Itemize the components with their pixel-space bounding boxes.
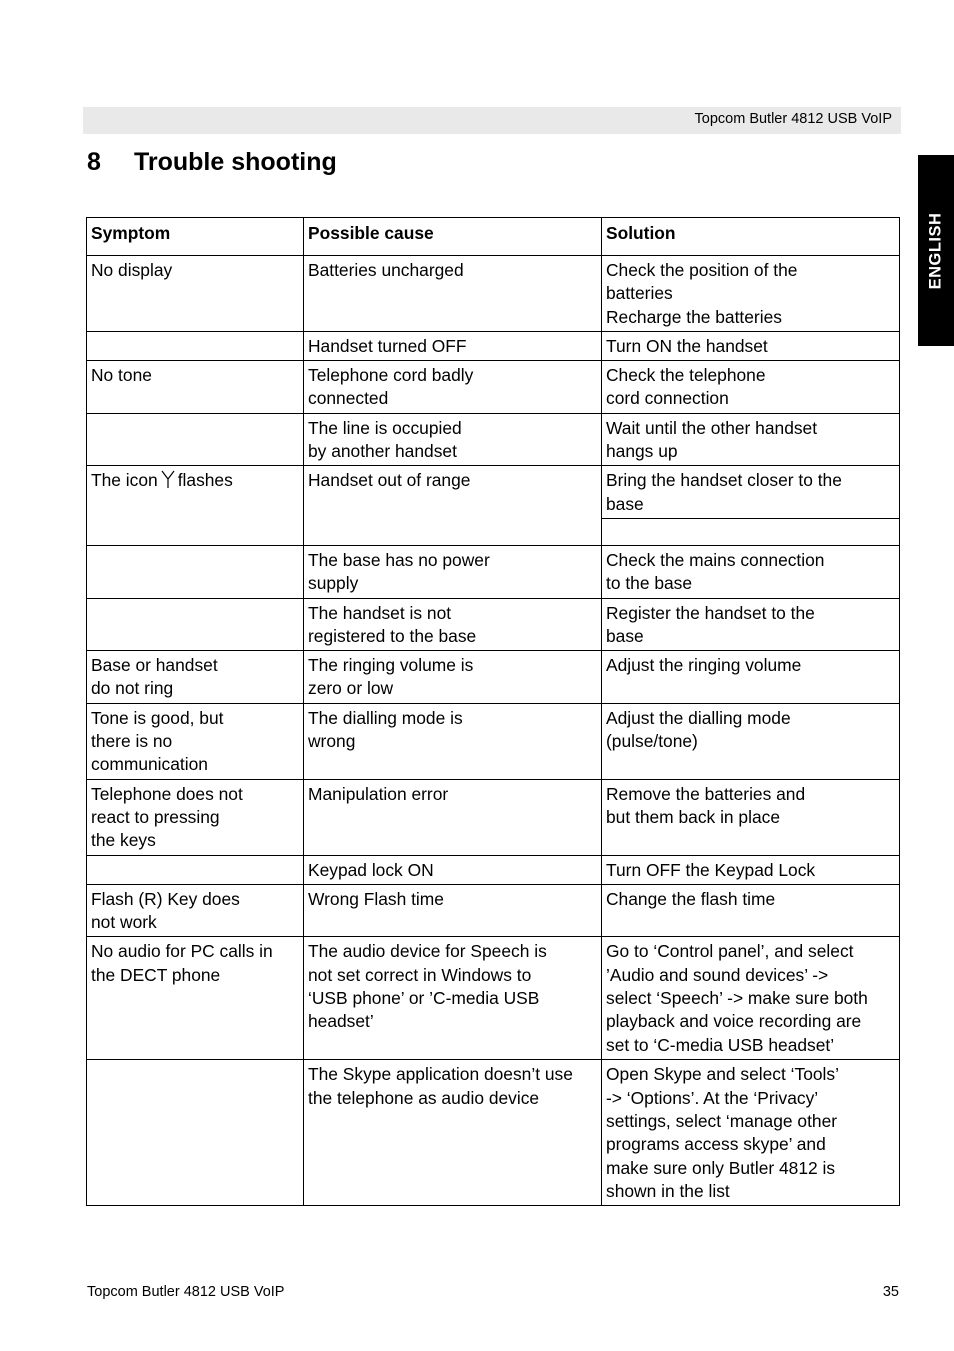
cause-cell: Handset out of range bbox=[304, 466, 602, 546]
cause-cell: The audio device for Speech is not set correct in Windows to ‘USB phone’ or ’C-media USB headset’ bbox=[304, 937, 602, 1060]
solution-cell: Go to ‘Control panel’, and select ’Audio and sound devices’ -> select ‘Speech’ -> make sure both playback and voice recording are set to ‘C-media USB headset’ bbox=[602, 937, 900, 1060]
antenna-icon bbox=[160, 469, 176, 495]
table-row bbox=[87, 466, 900, 519]
symptom-cell: Tone is good, but there is no communication bbox=[87, 703, 304, 779]
table-row bbox=[87, 598, 900, 651]
header-product-name: Topcom Butler 4812 USB VoIP bbox=[694, 111, 892, 127]
table-row bbox=[87, 256, 900, 332]
symptom-cell: No display bbox=[87, 256, 304, 332]
table-row bbox=[87, 545, 900, 598]
header-symptom: Symptom bbox=[87, 218, 304, 256]
running-header bbox=[83, 107, 901, 134]
solution-cell: Turn ON the handset bbox=[602, 331, 900, 360]
solution-cell: Check the telephone cord connection bbox=[602, 361, 900, 414]
page-number: 35 bbox=[882, 1284, 899, 1300]
table-header-row bbox=[87, 218, 900, 256]
cause-cell: The handset is not registered to the base bbox=[304, 598, 602, 651]
table-row bbox=[87, 651, 900, 704]
solution-cell: Register the handset to the base bbox=[602, 598, 900, 651]
cause-cell: Batteries uncharged bbox=[304, 256, 602, 332]
solution-cell: Adjust the dialling mode (pulse/tone) bbox=[602, 703, 900, 779]
symptom-prefix: The icon bbox=[91, 470, 158, 491]
symptom-cell bbox=[87, 331, 304, 360]
cause-cell: The Skype application doesn’t use the telephone as audio device bbox=[304, 1060, 602, 1206]
table-row bbox=[87, 1060, 900, 1206]
symptom-cell: No tone bbox=[87, 361, 304, 414]
section-title-text: Trouble shooting bbox=[134, 148, 337, 176]
solution-cell-empty bbox=[602, 518, 900, 545]
footer-product-name: Topcom Butler 4812 USB VoIP bbox=[87, 1284, 285, 1300]
table-row bbox=[87, 361, 900, 414]
symptom-cell: Flash (R) Key does not work bbox=[87, 884, 304, 937]
header-solution: Solution bbox=[602, 218, 900, 256]
language-tab bbox=[918, 155, 954, 346]
table-row bbox=[87, 331, 900, 360]
symptom-cell bbox=[87, 466, 304, 546]
solution-cell: Check the mains connection to the base bbox=[602, 545, 900, 598]
symptom-cell: Telephone does not react to pressing the keys bbox=[87, 779, 304, 855]
symptom-cell bbox=[87, 598, 304, 651]
symptom-cell bbox=[87, 545, 304, 598]
solution-cell: Check the position of the batteries Recharge the batteries bbox=[602, 256, 900, 332]
symptom-cell: Base or handset do not ring bbox=[87, 651, 304, 704]
symptom-cell bbox=[87, 413, 304, 466]
solution-cell: Turn OFF the Keypad Lock bbox=[602, 855, 900, 884]
solution-cell: Wait until the other handset hangs up bbox=[602, 413, 900, 466]
symptom-suffix: flashes bbox=[177, 470, 233, 491]
table-row bbox=[87, 937, 900, 1060]
cause-cell: Telephone cord badly connected bbox=[304, 361, 602, 414]
cause-cell: Manipulation error bbox=[304, 779, 602, 855]
cause-cell: Handset turned OFF bbox=[304, 331, 602, 360]
cause-cell: The dialling mode is wrong bbox=[304, 703, 602, 779]
solution-cell: Open Skype and select ‘Tools’ -> ‘Options’. At the ‘Privacy’ settings, select ‘manage other programs access skype’ and make sure only Butler 4812 is shown in the list bbox=[602, 1060, 900, 1206]
table-row bbox=[87, 855, 900, 884]
symptom-cell bbox=[87, 1060, 304, 1206]
table-row bbox=[87, 884, 900, 937]
section-title bbox=[87, 148, 337, 177]
cause-cell: Wrong Flash time bbox=[304, 884, 602, 937]
section-number: 8 bbox=[87, 148, 101, 176]
symptom-cell bbox=[87, 855, 304, 884]
solution-cell: Adjust the ringing volume bbox=[602, 651, 900, 704]
cause-cell: The line is occupied by another handset bbox=[304, 413, 602, 466]
table-row bbox=[87, 779, 900, 855]
solution-cell: Change the flash time bbox=[602, 884, 900, 937]
solution-cell: Remove the batteries and but them back in place bbox=[602, 779, 900, 855]
cause-cell: The ringing volume is zero or low bbox=[304, 651, 602, 704]
solution-cell: Bring the handset closer to the base bbox=[602, 466, 900, 519]
table-row bbox=[87, 703, 900, 779]
table-row bbox=[87, 413, 900, 466]
cause-cell: Keypad lock ON bbox=[304, 855, 602, 884]
cause-cell: The base has no power supply bbox=[304, 545, 602, 598]
language-tab-label: ENGLISH bbox=[926, 212, 945, 289]
symptom-cell: No audio for PC calls in the DECT phone bbox=[87, 937, 304, 1060]
troubleshooting-table bbox=[86, 217, 900, 1206]
header-cause: Possible cause bbox=[304, 218, 602, 256]
